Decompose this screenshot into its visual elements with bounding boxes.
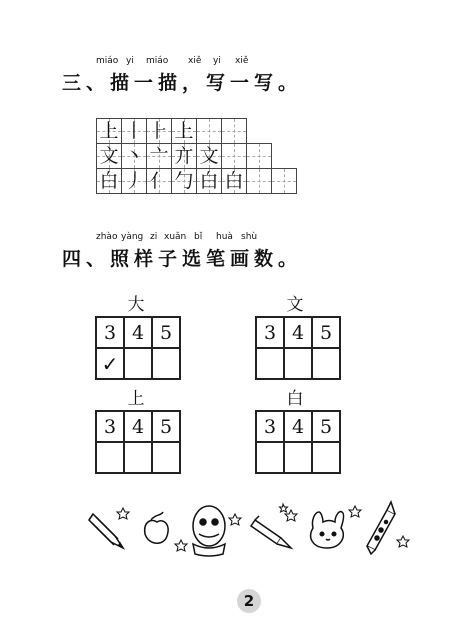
egg-icon xyxy=(193,506,225,556)
answer-cell[interactable] xyxy=(152,442,180,473)
pinyin-shu: shù xyxy=(241,232,258,242)
trace-cell[interactable]: 亠 xyxy=(146,143,172,169)
trace-cell[interactable]: ⺊ xyxy=(146,118,172,144)
star-icon xyxy=(349,506,361,517)
page-number: 2 xyxy=(237,589,261,613)
pinyin-miao: miáo xyxy=(96,56,119,66)
option-cell: 3 xyxy=(96,411,124,442)
answer-cell[interactable] xyxy=(284,442,312,473)
block-character: 大 xyxy=(127,295,145,315)
trace-row-wen xyxy=(97,143,272,169)
answer-cell[interactable] xyxy=(124,442,152,473)
crayon-icon xyxy=(367,502,395,554)
pen-icon xyxy=(251,516,291,548)
option-cell: 4 xyxy=(284,411,312,442)
option-cell: 3 xyxy=(256,411,284,442)
pinyin-miao-2: miáo xyxy=(146,56,169,66)
block-character: 上 xyxy=(127,389,145,409)
pinyin-hua: huà xyxy=(216,232,233,242)
answer-cell[interactable] xyxy=(256,442,284,473)
stroke-count-table xyxy=(95,316,181,380)
rabbit-icon xyxy=(311,512,344,548)
trace-cell[interactable]: 上 xyxy=(171,118,197,144)
trace-cell[interactable]: 文 xyxy=(96,143,122,169)
trace-cell[interactable]: 丶 xyxy=(121,143,147,169)
star-icon xyxy=(397,536,409,547)
stroke-count-table xyxy=(255,316,341,380)
answer-cell[interactable] xyxy=(152,348,180,379)
trace-cell[interactable] xyxy=(221,143,247,169)
trace-cell[interactable] xyxy=(196,118,222,144)
trace-row-bai xyxy=(97,168,297,194)
option-cell: 5 xyxy=(312,411,340,442)
answer-cell[interactable] xyxy=(284,348,312,379)
pinyin-yang: yàng xyxy=(121,232,144,242)
option-cell: 4 xyxy=(284,317,312,348)
pinyin-xie: xiě xyxy=(188,56,202,66)
trace-row-shang xyxy=(97,118,247,144)
trace-cell[interactable]: 亻 xyxy=(146,168,172,194)
star-icon xyxy=(229,514,241,525)
answer-cell[interactable] xyxy=(312,442,340,473)
trace-cell[interactable] xyxy=(246,168,272,194)
trace-cell[interactable] xyxy=(271,168,297,194)
option-cell: 5 xyxy=(312,317,340,348)
pinyin-xuan: xuǎn xyxy=(164,232,187,242)
trace-cell[interactable] xyxy=(221,118,247,144)
answer-cell[interactable] xyxy=(312,348,340,379)
pinyin-zhao: zhào xyxy=(96,232,118,242)
pinyin-yi: yi xyxy=(126,56,134,66)
stroke-count-table xyxy=(95,410,181,474)
decoration-strip xyxy=(85,500,415,560)
section-4-heading: 四、照样子选笔画数。 xyxy=(62,248,303,270)
trace-cell[interactable]: 上 xyxy=(96,118,122,144)
trace-cell[interactable]: 丨 xyxy=(121,118,147,144)
trace-cell[interactable]: 白 xyxy=(196,168,222,194)
star-icon xyxy=(117,508,129,519)
trace-cell[interactable]: 勹 xyxy=(171,168,197,194)
answer-cell[interactable] xyxy=(124,348,152,379)
trace-cell[interactable]: 丿 xyxy=(121,168,147,194)
stroke-count-table xyxy=(255,410,341,474)
star-icon xyxy=(175,540,187,551)
option-cell: 5 xyxy=(152,411,180,442)
pencil-icon xyxy=(89,514,123,548)
star-icon xyxy=(280,504,298,521)
pinyin-bi: bǐ xyxy=(194,232,203,242)
option-cell: 3 xyxy=(256,317,284,348)
pinyin-zi: zi xyxy=(150,232,158,242)
pinyin-xie-2: xiě xyxy=(235,56,249,66)
answer-cell[interactable] xyxy=(256,348,284,379)
trace-cell[interactable]: 白 xyxy=(96,168,122,194)
trace-cell[interactable]: 文 xyxy=(196,143,222,169)
trace-cell[interactable]: 亣 xyxy=(171,143,197,169)
trace-cell[interactable] xyxy=(246,143,272,169)
section-3-heading: 三、描一描，写一写。 xyxy=(62,72,303,94)
answer-cell[interactable] xyxy=(96,442,124,473)
answer-cell[interactable]: ✓ xyxy=(96,348,124,379)
option-cell: 3 xyxy=(96,317,124,348)
block-character: 白 xyxy=(286,389,304,409)
pinyin-yi-2: yi xyxy=(213,56,221,66)
trace-cell[interactable]: 白 xyxy=(221,168,247,194)
option-cell: 5 xyxy=(152,317,180,348)
peach-icon xyxy=(145,512,168,543)
option-cell: 4 xyxy=(124,411,152,442)
option-cell: 4 xyxy=(124,317,152,348)
block-character: 文 xyxy=(286,295,304,315)
